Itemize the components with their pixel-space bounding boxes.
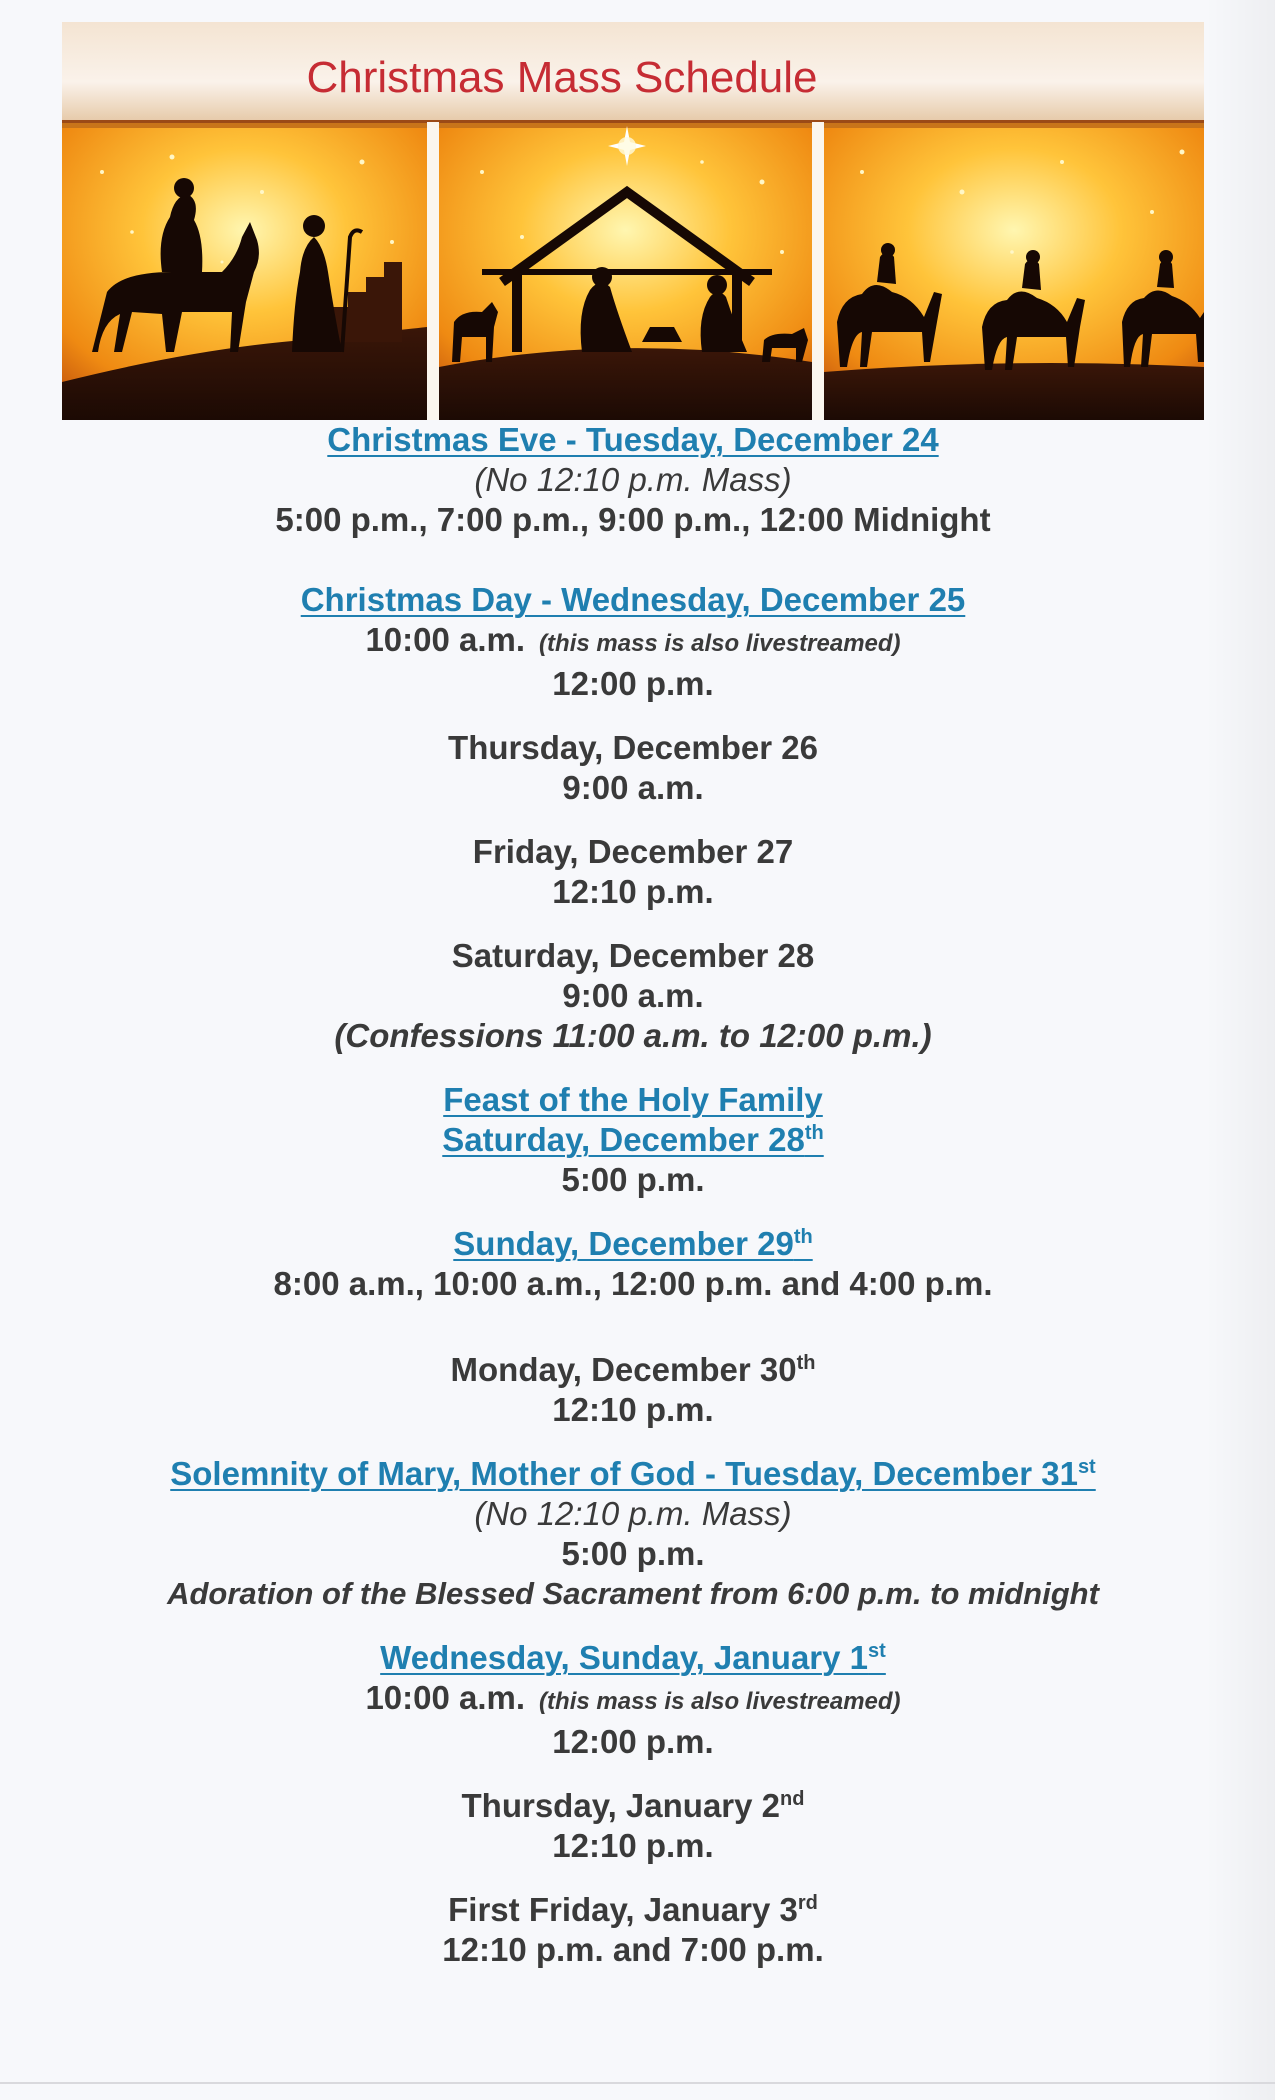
mass-time-row bbox=[62, 1678, 1204, 1722]
section-day: Friday, December 27 bbox=[472, 833, 794, 870]
mass-times: 12:10 p.m. bbox=[552, 1827, 714, 1864]
jan-1-section bbox=[62, 1638, 1204, 1762]
page-bottom-rule bbox=[0, 2082, 1275, 2084]
section-subheading: Saturday, December 28th bbox=[442, 1121, 824, 1158]
mass-time: 12:00 p.m. bbox=[552, 665, 714, 702]
confessions-note: (Confessions 11:00 a.m. to 12:00 p.m.) bbox=[334, 1017, 932, 1054]
dec-29-section bbox=[62, 1224, 1204, 1304]
banner-title: Christmas Mass Schedule bbox=[306, 53, 818, 102]
section-day: Monday, December 30th bbox=[450, 1351, 816, 1388]
section-heading: Christmas Day - Wednesday, December 25 bbox=[300, 581, 966, 618]
jan-3-section bbox=[62, 1890, 1204, 1970]
mass-time: 12:00 p.m. bbox=[552, 1723, 714, 1760]
livestream-note: (this mass is also livestreamed) bbox=[539, 1688, 901, 1715]
section-day: Saturday, December 28 bbox=[451, 937, 815, 974]
mass-time: 10:00 a.m. bbox=[365, 621, 526, 658]
dec-26-section bbox=[62, 728, 1204, 808]
mass-schedule bbox=[62, 420, 1204, 1970]
holy-family-section bbox=[62, 1080, 1204, 1200]
mass-times: 12:10 p.m. bbox=[552, 873, 714, 910]
mass-times: 8:00 a.m., 10:00 a.m., 12:00 p.m. and 4:00 p.m. bbox=[273, 1265, 993, 1302]
adoration-note: Adoration of the Blessed Sacrament from 6:00 p.m. to midnight bbox=[167, 1576, 1099, 1611]
christmas-eve-section bbox=[62, 420, 1204, 540]
solemnity-of-mary-section bbox=[62, 1454, 1204, 1614]
mass-time-row bbox=[62, 620, 1204, 664]
section-heading: Sunday, December 29th bbox=[453, 1225, 813, 1262]
mass-times: 5:00 p.m. bbox=[561, 1535, 705, 1572]
mass-times: 12:10 p.m. bbox=[552, 1391, 714, 1428]
section-day: First Friday, January 3rd bbox=[448, 1891, 818, 1928]
christmas-day-section bbox=[62, 580, 1204, 704]
panel-nativity bbox=[439, 126, 812, 420]
mass-times: 9:00 a.m. bbox=[562, 977, 704, 1014]
jan-2-section bbox=[62, 1786, 1204, 1866]
section-day: Thursday, January 2nd bbox=[461, 1787, 805, 1824]
section-heading: Christmas Eve - Tuesday, December 24 bbox=[327, 421, 939, 458]
panel-journey bbox=[62, 128, 427, 420]
dec-28-section bbox=[62, 936, 1204, 1056]
dec-27-section bbox=[62, 832, 1204, 912]
nativity-banner-illustration bbox=[62, 22, 1204, 420]
banner bbox=[62, 22, 1204, 420]
section-day: Thursday, December 26 bbox=[448, 729, 818, 766]
mass-times: 5:00 p.m. bbox=[561, 1161, 705, 1198]
section-heading: Solemnity of Mary, Mother of God - Tuesday, December 31st bbox=[170, 1455, 1096, 1492]
section-note: (No 12:10 p.m. Mass) bbox=[474, 461, 792, 498]
section-heading: Feast of the Holy Family bbox=[443, 1081, 823, 1118]
mass-times: 5:00 p.m., 7:00 p.m., 9:00 p.m., 12:00 Midnight bbox=[275, 501, 991, 538]
section-heading: Wednesday, Sunday, January 1st bbox=[380, 1639, 886, 1676]
mass-times: 9:00 a.m. bbox=[562, 769, 704, 806]
mass-times: 12:10 p.m. and 7:00 p.m. bbox=[442, 1931, 824, 1968]
section-note: (No 12:10 p.m. Mass) bbox=[474, 1495, 792, 1532]
dec-30-section bbox=[62, 1350, 1204, 1430]
mass-time: 10:00 a.m. bbox=[365, 1679, 526, 1716]
scan-shadow bbox=[1205, 0, 1275, 2100]
panel-magi bbox=[824, 128, 1204, 420]
livestream-note: (this mass is also livestreamed) bbox=[539, 630, 901, 657]
